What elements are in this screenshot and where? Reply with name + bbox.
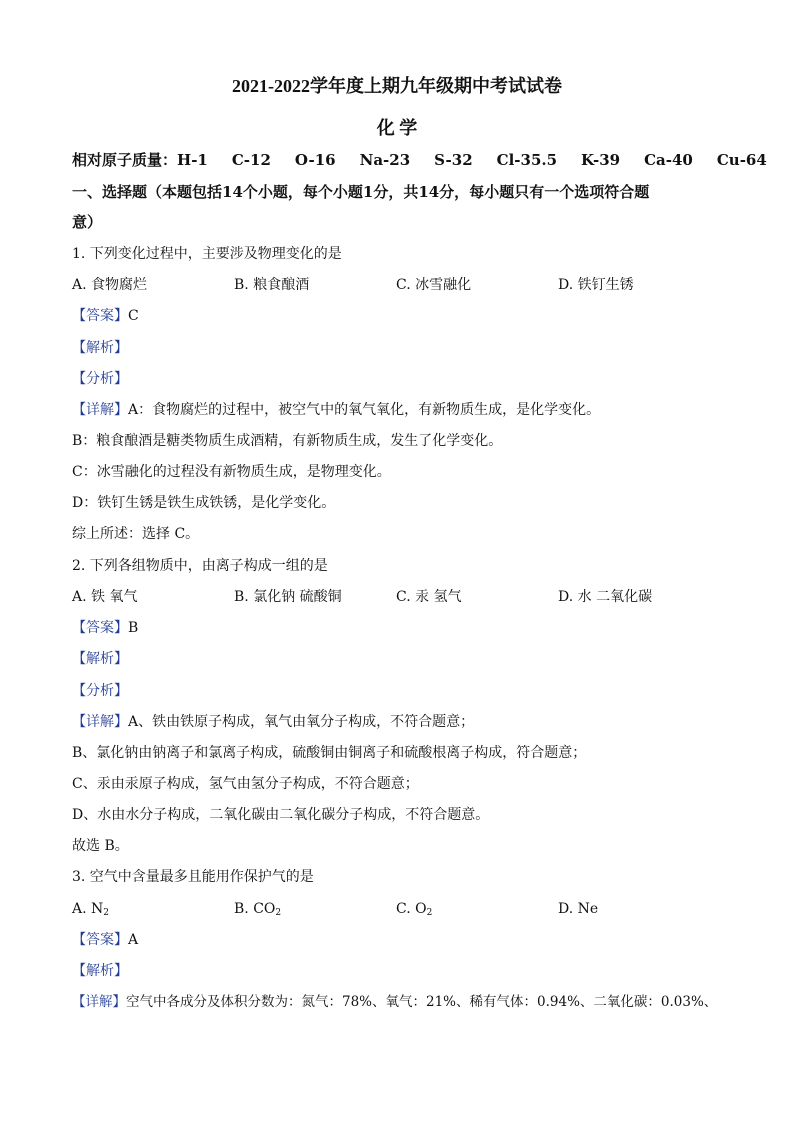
analysis-tag: 【解析】 xyxy=(72,340,128,356)
q1-option-c: C. 冰雪融化 xyxy=(396,277,472,293)
q1-detail-d: D：铁钉生锈是铁生成铁锈，是化学变化。 xyxy=(72,495,336,511)
q1-summary: 综上所述：选择 C。 xyxy=(72,526,200,542)
fenxi-tag: 【分析】 xyxy=(72,371,128,387)
detail-tag: 【详解】 xyxy=(72,402,128,418)
q2-options xyxy=(72,588,722,606)
q3-option-c: C. $O_2$ xyxy=(396,901,433,918)
section-heading: 一、选择题（本题包括14个小题，每个小题1分，共14分，每小题只有一个选项符合题 xyxy=(72,183,650,201)
atomic-mass-line xyxy=(72,151,791,169)
atomic-mass-item: Cl-35.5 xyxy=(496,151,558,169)
q1-option-b: B. 粮食酿酒 xyxy=(234,277,310,293)
q1-detail xyxy=(72,401,600,419)
answer-tag: 【答案】 xyxy=(72,620,128,636)
atomic-mass-item: O-16 xyxy=(294,151,336,169)
q1-option-d: D. 铁钉生锈 xyxy=(558,277,634,293)
section-heading-cont: 意） xyxy=(72,213,103,231)
atomic-mass-item: K-39 xyxy=(581,151,621,169)
subject-title: 化 学 xyxy=(376,118,418,138)
q2-analysis xyxy=(72,650,128,668)
atomic-mass-item: C-12 xyxy=(231,151,271,169)
atomic-mass-label: 相对原子质量： xyxy=(72,151,178,169)
q1-fenxi xyxy=(72,370,128,388)
q1-options xyxy=(72,276,722,294)
q2-option-b: B. 氯化钠 硫酸铜 xyxy=(234,589,342,605)
q1-detail-c: C：冰雪融化的过程没有新物质生成，是物理变化。 xyxy=(72,464,391,480)
q1-detail-b: B：粮食酿酒是糖类物质生成酒精，有新物质生成，发生了化学变化。 xyxy=(72,433,503,449)
q1-detail-a: A：食物腐烂的过程中，被空气中的氧气氧化，有新物质生成，是化学变化。 xyxy=(128,402,601,418)
q2-option-d: D. 水 二氧化碳 xyxy=(558,589,653,605)
q2-detail xyxy=(72,713,474,731)
q2-option-c: C. 汞 氢气 xyxy=(396,589,462,605)
q3-option-d: D. Ne xyxy=(558,901,599,917)
q2-detail-d: D、水由水分子构成，二氧化碳由二氧化碳分子构成，不符合题意。 xyxy=(72,807,490,823)
q1-answer-value: C xyxy=(128,308,139,324)
atomic-mass-item: Cu-64 xyxy=(716,151,767,169)
q3-options xyxy=(72,900,722,918)
atomic-mass-item: Na-23 xyxy=(359,151,411,169)
exam-title: 2021-2022学年度上期九年级期中考试试卷 xyxy=(232,76,562,96)
q1-stem: 1. 下列变化过程中，主要涉及物理变化的是 xyxy=(72,246,342,262)
q2-answer xyxy=(72,619,138,637)
q3-answer-value: A xyxy=(128,932,139,948)
q1-answer xyxy=(72,307,139,325)
q1-option-a: A. 食物腐烂 xyxy=(72,277,148,293)
q2-detail-b: B、氯化钠由钠离子和氯离子构成，硫酸铜由铜离子和硫酸根离子构成，符合题意； xyxy=(72,745,587,761)
q3-analysis xyxy=(72,962,128,980)
q2-detail-c: C、汞由汞原子构成，氢气由氢分子构成，不符合题意； xyxy=(72,776,419,792)
q3-detail-a: 空气中各成分及体积分数为：氮气：78%、氧气：21%、稀有气体：0.94%、二氧化碳：0.03%、 xyxy=(126,994,718,1010)
q1-analysis xyxy=(72,339,128,357)
answer-tag: 【答案】 xyxy=(72,932,128,948)
atomic-mass-item: Ca-40 xyxy=(644,151,693,169)
answer-tag: 【答案】 xyxy=(72,308,128,324)
atomic-mass-item: H-1 xyxy=(177,151,208,169)
q2-answer-value: B xyxy=(128,620,139,636)
fenxi-tag: 【分析】 xyxy=(72,683,128,699)
detail-tag: 【详解】 xyxy=(72,714,128,730)
q2-stem: 2. 下列各组物质中，由离子构成一组的是 xyxy=(72,558,328,574)
q3-option-b: B. $CO_2$ xyxy=(234,901,282,918)
detail-tag: 【详解】 xyxy=(72,994,126,1010)
q3-answer xyxy=(72,931,138,949)
q3-detail xyxy=(72,993,717,1011)
atomic-mass-item: S-32 xyxy=(434,151,473,169)
q3-option-a: A. $N_2$ xyxy=(72,901,109,918)
q2-detail-a: A、铁由铁原子构成，氧气由氧分子构成，不符合题意； xyxy=(128,714,475,730)
analysis-tag: 【解析】 xyxy=(72,651,128,667)
analysis-tag: 【解析】 xyxy=(72,963,128,979)
q3-stem: 3. 空气中含量最多且能用作保护气的是 xyxy=(72,869,314,885)
q2-summary: 故选 B。 xyxy=(72,838,129,854)
q2-option-a: A. 铁 氧气 xyxy=(72,589,138,605)
q2-fenxi xyxy=(72,682,128,700)
